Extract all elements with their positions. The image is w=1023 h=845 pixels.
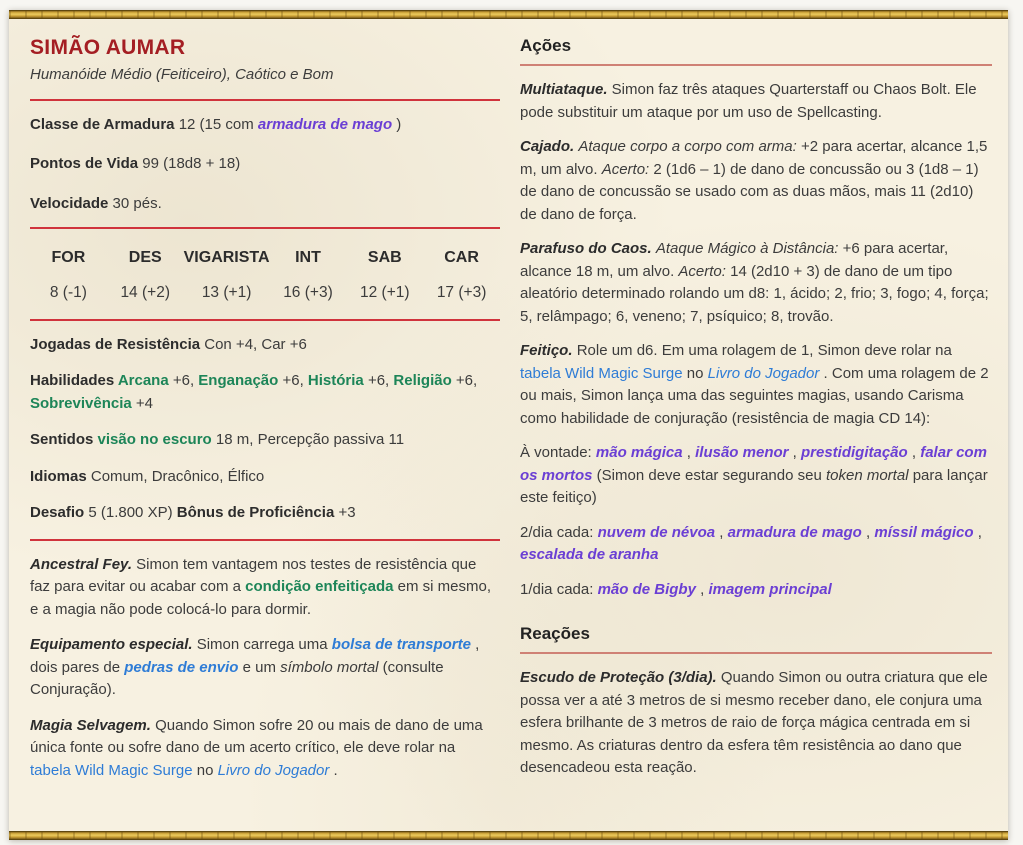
spell-link-armadura-de-mago[interactable]: armadura de mago xyxy=(257,115,393,133)
text-segment: Ancestral Fey. xyxy=(30,555,137,573)
actions-list xyxy=(520,79,992,601)
spell-link-mao-magica[interactable]: mão mágica xyxy=(595,444,683,462)
sense-link-visao-no-escuro[interactable]: visão no escuro xyxy=(97,431,212,448)
text-segment: 14 (2d10 + 3) de dano de um tipo aleatório determinado rolando um d8: 1, ácido; 2, frio; 3, fogo; 4, força; 5, relâmpago; 6, veneno; 7, psíquico; 8, trovão. xyxy=(520,262,989,325)
ability-des xyxy=(107,246,184,304)
action-parafuso-do-caos xyxy=(520,238,992,328)
attribute-list xyxy=(30,334,500,525)
text-segment: . xyxy=(329,761,338,779)
text-segment: token mortal xyxy=(825,466,909,484)
text-segment: , xyxy=(788,444,801,462)
text-segment: Pontos de Vida xyxy=(30,155,143,173)
text-segment: +6 para acertar, alcance 18 m, um alvo. xyxy=(520,240,949,280)
ability-con xyxy=(184,246,270,304)
text-segment: Escudo de Proteção (3/dia). xyxy=(520,669,721,687)
ability-value: 13 (+1) xyxy=(201,284,252,302)
text-segment: (consulte Conjuração). xyxy=(30,658,444,698)
spell-link-missil-magico[interactable]: míssil mágico xyxy=(874,523,974,541)
text-segment: Simon tem vantagem nos testes de resistência que faz para evitar ou acabar com a xyxy=(30,555,477,595)
text-segment: +6, xyxy=(278,372,308,389)
hit-points xyxy=(30,153,500,176)
ability-label: FOR xyxy=(51,249,86,267)
text-segment: 1/dia cada: xyxy=(520,580,598,598)
text-segment: , xyxy=(973,523,982,541)
text-segment: para lançar este feitiço) xyxy=(520,466,988,507)
ability-value: 14 (+2) xyxy=(120,284,170,302)
text-segment: Jogadas de Resistência xyxy=(30,335,205,353)
text-segment: em si mesmo, e a magia não pode colocá-lo para dormir. xyxy=(30,578,492,618)
text-segment: . Com uma rolagem de 2 ou mais, Simon lança uma das seguintes magias, usando Carisma como habilidade de conjuração (resistência de magia CD 14): xyxy=(520,364,989,427)
left-column xyxy=(30,35,500,823)
skill-link-arcana[interactable]: Arcana xyxy=(117,372,169,389)
divider xyxy=(30,227,500,229)
ability-label: CAR xyxy=(444,249,479,267)
ability-label: DES xyxy=(128,249,162,267)
reactions-heading: Reações xyxy=(520,623,992,654)
text-segment: 2 (1d6 – 1) de dano de concussão ou 3 (1d8 – 1) de dano de concussão se usado com as duas mãos, mais 11 (2d10) de dano de força. xyxy=(520,160,979,223)
text-segment: Role um d6. Em uma rolagem de 1, Simon deve rolar na xyxy=(576,342,952,360)
rule-link-wild-magic-surge[interactable]: tabela Wild Magic Surge xyxy=(30,761,193,779)
text-segment: , xyxy=(907,444,921,462)
skills xyxy=(30,370,500,415)
trait-equipamento-especial xyxy=(30,634,500,702)
text-segment: +3 xyxy=(338,504,356,521)
skill-link-sobrevivencia[interactable]: Sobrevivência xyxy=(30,394,132,412)
text-segment: , xyxy=(715,523,728,541)
spell-link-armadura-de-mago[interactable]: armadura de mago xyxy=(727,523,862,541)
ability-label: INT xyxy=(295,249,321,267)
ability-int xyxy=(270,246,347,304)
text-segment: À vontade: xyxy=(520,444,596,462)
text-segment: 2/dia cada: xyxy=(520,523,598,541)
text-segment: Habilidades xyxy=(30,372,118,389)
divider xyxy=(30,319,500,321)
creature-name: SIMÃO AUMAR xyxy=(30,36,186,59)
text-segment: Quando Simon ou outra criatura que ele possa ver a até 3 metros de si mesmo receber dano, ele conjura uma esfera brilhante de 3 metros de raio de força mágica centrada em si mesmo. As criaturas dentro da esfera têm resistência ao dano que desencadeou esta reação. xyxy=(520,669,988,777)
text-segment: Idiomas xyxy=(30,467,91,485)
ability-value: 17 (+3) xyxy=(436,284,487,302)
creature-meta: Humanóide Médio (Feiticeiro), Caótico e Bom xyxy=(30,66,334,84)
text-segment: Comum, Dracônico, Élfico xyxy=(90,467,265,485)
action-cajado xyxy=(520,136,992,226)
trait-ancestral-fey xyxy=(30,554,500,622)
spell-link-nuvem-de-nevoa[interactable]: nuvem de névoa xyxy=(597,523,716,541)
reactions-list xyxy=(520,667,992,780)
book-link-livro-do-jogador[interactable]: Livro do Jogador xyxy=(217,761,330,779)
action-multiataque xyxy=(520,79,992,124)
ability-scores xyxy=(30,242,500,306)
text-segment: Ataque Mágico à Distância: xyxy=(655,240,843,258)
traits-list xyxy=(30,554,500,783)
text-segment: Con +4, Car +6 xyxy=(204,335,307,353)
action-feitico xyxy=(520,340,992,430)
ability-value: 16 (+3) xyxy=(283,284,333,302)
text-segment: Cajado. xyxy=(520,138,579,156)
right-column xyxy=(520,35,992,823)
text-segment: e um xyxy=(238,658,281,676)
divider xyxy=(30,539,500,541)
text-segment: Equipamento especial. xyxy=(30,636,197,653)
ability-value: 12 (+1) xyxy=(360,284,410,302)
text-segment: Simon carrega uma xyxy=(196,636,332,653)
condition-link-enfeiticada[interactable]: condição enfeitiçada xyxy=(245,578,394,595)
text-segment: Quando Simon sofre 20 ou mais de dano de uma única fonte ou sofre dano de um acerto crítico, ele deve rolar na xyxy=(30,716,483,756)
ability-label: VIGARISTA xyxy=(183,249,270,267)
item-link-bolsa-de-transporte[interactable]: bolsa de transporte xyxy=(331,636,471,653)
ornate-border-bottom xyxy=(9,831,1008,840)
spell-link-falar-com-os-mortos[interactable]: falar com os mortos xyxy=(520,444,987,484)
text-segment: Bônus de Proficiência xyxy=(176,504,339,521)
skill-link-enganacao[interactable]: Enganação xyxy=(198,372,279,389)
reaction-escudo-de-protecao xyxy=(520,667,992,780)
spells-at-will xyxy=(520,442,992,510)
languages xyxy=(30,466,500,489)
text-segment: símbolo mortal xyxy=(280,658,379,676)
text-segment: Simon faz três ataques Quarterstaff ou Chaos Bolt. Ele pode substituir um ataque por um uso de Spellcasting. xyxy=(520,81,977,121)
text-segment: Desafio xyxy=(30,504,89,521)
text-segment: , xyxy=(695,580,709,598)
text-segment: +6, xyxy=(168,372,199,389)
text-segment: Parafuso do Caos. xyxy=(520,240,656,258)
text-segment: Ataque corpo a corpo com arma: xyxy=(578,138,801,156)
text-segment: Sentidos xyxy=(30,431,98,448)
spell-link-ilusao-menor[interactable]: ilusão menor xyxy=(695,444,789,462)
text-segment: Multiataque. xyxy=(520,81,612,99)
stat-block-content xyxy=(9,19,1008,831)
text-segment: Magia Selvagem. xyxy=(30,716,156,734)
text-segment: Acerto: xyxy=(601,160,654,178)
spells-2-per-day xyxy=(520,522,992,567)
text-segment: 99 (18d8 + 18) xyxy=(142,155,241,173)
ability-sab xyxy=(346,246,423,304)
spell-link-escalada-de-aranha[interactable]: escalada de aranha xyxy=(520,546,659,564)
text-segment: +6, xyxy=(451,372,478,389)
text-segment: , xyxy=(682,444,696,462)
text-segment: +6, xyxy=(363,372,394,389)
ability-for xyxy=(30,246,107,304)
speed xyxy=(30,193,500,216)
text-segment: Classe de Armadura xyxy=(30,115,179,133)
spell-link-prestidigitacao[interactable]: prestidigitação xyxy=(801,444,908,462)
text-segment: Feitiço. xyxy=(520,342,577,360)
senses xyxy=(30,429,500,452)
core-stats xyxy=(30,114,500,216)
stat-block xyxy=(9,10,1008,840)
spell-link-mao-de-bigby[interactable]: mão de Bigby xyxy=(597,580,696,598)
challenge xyxy=(30,502,500,525)
book-link-livro-do-jogador[interactable]: Livro do Jogador xyxy=(707,364,820,382)
saving-throws xyxy=(30,334,500,357)
text-segment: , dois pares de xyxy=(30,636,480,676)
spells-1-per-day xyxy=(520,579,992,602)
text-segment: Velocidade xyxy=(30,194,113,212)
ability-value: 8 (-1) xyxy=(49,284,87,302)
text-segment: 12 (15 com xyxy=(178,115,258,133)
text-segment: +2 para acertar, alcance 1,5 m, um alvo. xyxy=(520,138,988,178)
actions-heading: Ações xyxy=(520,35,992,66)
text-segment: +4 xyxy=(131,394,153,412)
text-segment: , xyxy=(861,523,875,541)
spell-link-imagem-principal[interactable]: imagem principal xyxy=(708,580,832,598)
text-segment: 30 pés. xyxy=(112,194,162,212)
trait-magia-selvagem xyxy=(30,715,500,783)
text-segment: Acerto: xyxy=(678,262,731,280)
text-segment: no xyxy=(192,761,218,779)
text-segment: (Simon deve estar segurando seu xyxy=(592,466,826,484)
ability-label: SAB xyxy=(367,249,402,267)
skill-link-historia[interactable]: História xyxy=(307,372,364,389)
ornate-border-top xyxy=(9,10,1008,19)
text-segment: ) xyxy=(392,115,402,133)
armor-class xyxy=(30,114,500,137)
ability-car xyxy=(423,246,500,304)
rule-link-wild-magic-surge[interactable]: tabela Wild Magic Surge xyxy=(520,364,683,382)
text-segment: no xyxy=(682,364,708,382)
divider xyxy=(30,99,500,101)
item-link-pedras-de-envio[interactable]: pedras de envio xyxy=(124,658,239,676)
text-segment: 18 m, Percepção passiva 11 xyxy=(211,431,405,448)
text-segment: 5 (1.800 XP) xyxy=(88,504,177,521)
skill-link-religiao[interactable]: Religião xyxy=(393,372,452,389)
